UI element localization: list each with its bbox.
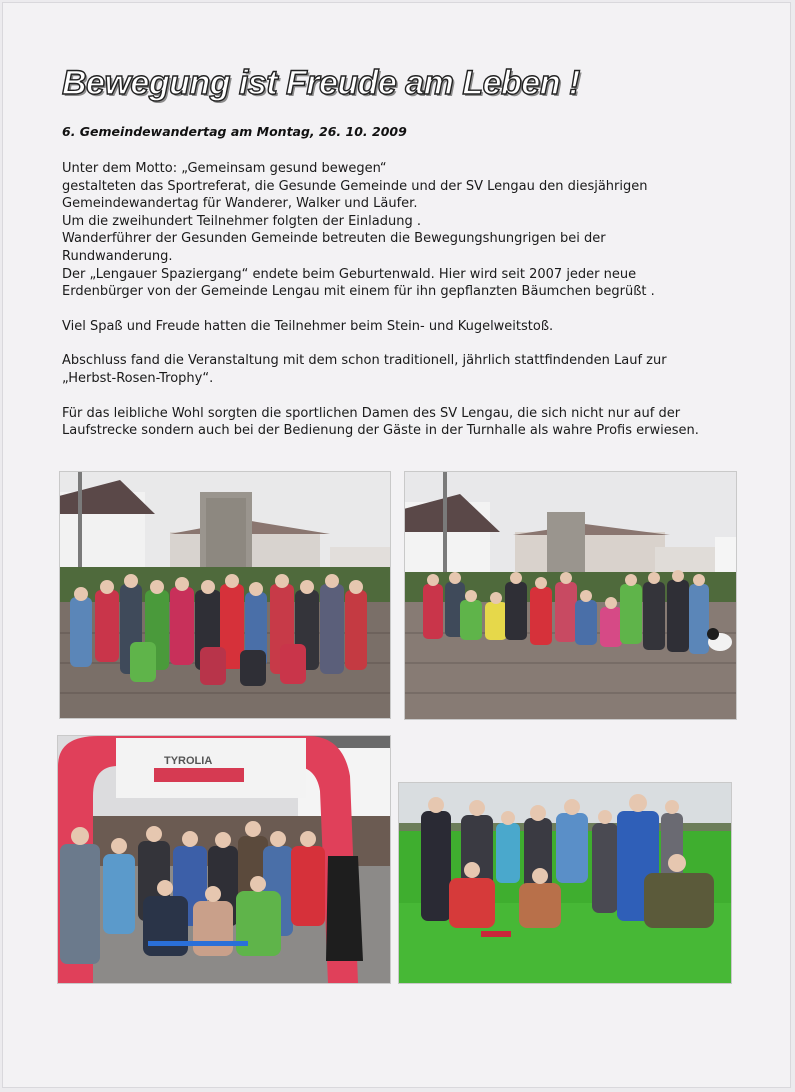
- text-line: Laufstrecke sondern auch bei der Bedienung der Gäste in der Turnhalle als wahre Profis erwiesen.: [62, 423, 699, 439]
- text-line: Gemeindewandertag für Wanderer, Walker und Läufer.: [62, 196, 418, 212]
- photo-group-square: [405, 472, 736, 719]
- text-line: Erdenbürger von der Gemeinde Lengau mit einem für ihn gepflanzten Bäumchen begrüßt .: [62, 284, 655, 300]
- photo-group-field: [399, 783, 731, 983]
- paragraph-catering: [62, 405, 752, 440]
- text-line: Abschluss fand die Veranstaltung mit dem schon traditionell, jährlich stattfindenden Lauf zur: [62, 353, 667, 369]
- text-line: Viel Spaß und Freude hatten die Teilnehmer beim Stein- und Kugelweitstoß.: [62, 318, 554, 334]
- paragraph-activities: [62, 318, 752, 336]
- text-line: gestalteten das Sportreferat, die Gesunde Gemeinde und der SV Lengau den diesjährigen: [62, 178, 648, 194]
- paragraph-trophy: [62, 352, 752, 387]
- text-line: Wanderführer der Gesunden Gemeinde betreuten die Bewegungshungrigen bei der: [62, 231, 606, 247]
- arch-brand-text: TYROLIA: [164, 755, 213, 767]
- text-line: Für das leibliche Wohl sorgten die sportlichen Damen des SV Lengau, die sich nicht nur auf der: [62, 405, 681, 421]
- text-line: Der „Lengauer Spaziergang“ endete beim Geburtenwald. Hier wird seit 2007 jeder neue: [62, 266, 637, 282]
- paragraph-intro: [62, 160, 752, 301]
- subtitle: 6. Gemeindewandertag am Montag, 26. 10. 2009: [62, 124, 407, 139]
- photo-group-monument: [60, 472, 390, 718]
- text-line: Rundwanderung.: [62, 248, 173, 264]
- text-line: Um die zweihundert Teilnehmer folgten der Einladung .: [62, 213, 421, 229]
- text-line: „Herbst-Rosen-Trophy“.: [62, 370, 214, 386]
- headline: Bewegung ist Freude am Leben !: [62, 64, 580, 102]
- article-body: [62, 160, 752, 457]
- text-line: Unter dem Motto: „Gemeinsam gesund bewegen“: [62, 161, 387, 176]
- photo-group-arch: [58, 736, 390, 983]
